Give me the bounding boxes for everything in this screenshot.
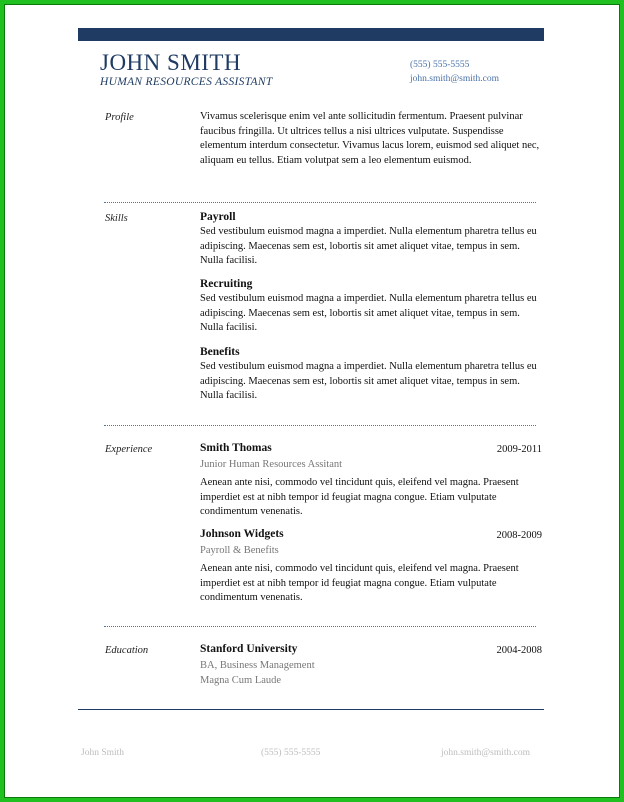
resume-name: JOHN SMITH bbox=[100, 50, 242, 75]
footer-rule bbox=[78, 709, 544, 710]
experience-dates: 2008-2009 bbox=[496, 530, 542, 541]
profile-text: Vivamus scelerisque enim vel ante sollicitudin fermentum. Praesent pulvinar faucibus fringilla. Ut ultrices tellus a nisi ultrices vulputate. Suspendisse elementum interdum consectetur. Vivamus lacus lorem, euismod sed aliquet nec, aliquam eu tellus. Etiam volutpat sem a leo elementum euismod. bbox=[200, 111, 540, 166]
resume-page bbox=[6, 6, 618, 796]
skill-title: Recruiting bbox=[200, 278, 253, 290]
experience-company: Smith Thomas bbox=[200, 442, 272, 454]
footer-phone: (555) 555-5555 bbox=[261, 748, 321, 758]
section-label-education: Education bbox=[105, 645, 149, 656]
education-school: Stanford University bbox=[200, 643, 298, 655]
experience-role: Junior Human Resources Assitant bbox=[200, 459, 343, 470]
section-label-skills: Skills bbox=[105, 213, 128, 224]
resume-job-title: HUMAN RESOURCES ASSISTANT bbox=[100, 76, 273, 88]
experience-company: Johnson Widgets bbox=[200, 528, 284, 540]
footer-email: john.smith@smith.com bbox=[441, 748, 530, 758]
contact-phone: (555) 555-5555 bbox=[410, 60, 470, 70]
header-bar bbox=[78, 28, 544, 41]
education-honors: Magna Cum Laude bbox=[200, 675, 282, 686]
education-dates: 2004-2008 bbox=[496, 645, 542, 656]
skill-text: Sed vestibulum euismod magna a imperdiet. Nulla elementum pharetra tellus eu adipiscing. Maecenas sem est, lobortis sit amet aliquet vitae, tempus in sem. Nulla facilisi. bbox=[200, 293, 537, 334]
experience-text: Aenean ante nisi, commodo vel tincidunt quis, eleifend vel magna. Praesent imperdiet est at nibh tempor id feugiat magna congue. Etiam vulputate condimentum venenatis. bbox=[200, 563, 519, 604]
experience-role: Payroll & Benefits bbox=[200, 545, 279, 556]
education-degree: BA, Business Management bbox=[200, 660, 315, 671]
contact-email: john.smith@smith.com bbox=[410, 74, 499, 84]
section-label-experience: Experience bbox=[105, 444, 153, 455]
footer-name: John Smith bbox=[81, 748, 125, 758]
section-divider bbox=[104, 626, 536, 627]
skill-text: Sed vestibulum euismod magna a imperdiet. Nulla elementum pharetra tellus eu adipiscing. Maecenas sem est, lobortis sit amet aliquet vitae, tempus in sem. Nulla facilisi. bbox=[200, 361, 537, 402]
skill-text: Sed vestibulum euismod magna a imperdiet. Nulla elementum pharetra tellus eu adipiscing. Maecenas sem est, lobortis sit amet aliquet vitae, tempus in sem. Nulla facilisi. bbox=[200, 226, 537, 267]
section-label-profile: Profile bbox=[105, 112, 134, 123]
skill-title: Benefits bbox=[200, 346, 240, 358]
skill-title: Payroll bbox=[200, 211, 236, 223]
section-divider bbox=[104, 425, 536, 426]
section-divider bbox=[104, 202, 536, 203]
experience-dates: 2009-2011 bbox=[496, 444, 542, 455]
contact-block bbox=[410, 58, 499, 86]
experience-text: Aenean ante nisi, commodo vel tincidunt quis, eleifend vel magna. Praesent imperdiet est at nibh tempor id feugiat magna congue. Etiam vulputate condimentum venenatis. bbox=[200, 477, 519, 518]
